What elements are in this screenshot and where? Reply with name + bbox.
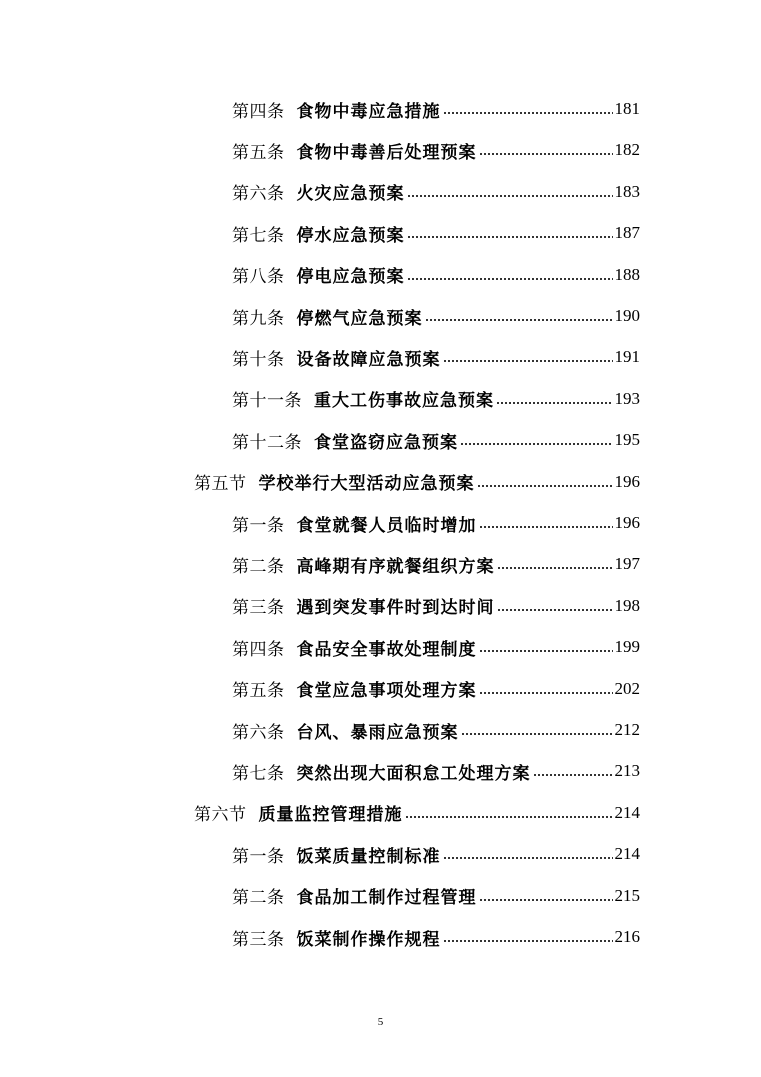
- toc-entry-title: 高峰期有序就餐组织方案: [296, 556, 495, 577]
- toc-entry-number: 第二条: [232, 888, 285, 909]
- toc-entry-page: 216: [614, 927, 640, 946]
- toc-article-entry[interactable]: [232, 544, 640, 584]
- dot-leader: [496, 401, 613, 405]
- toc-entry-number: 第一条: [232, 515, 285, 536]
- toc-entry-title: 重大工伤事故应急预案: [314, 391, 494, 412]
- toc-article-entry[interactable]: [232, 669, 640, 709]
- toc-entry-title: 食物中毒应急措施: [296, 101, 441, 122]
- dot-leader: [443, 111, 613, 115]
- toc-entry-number: 第八条: [232, 267, 285, 288]
- toc-entry-number: 第四条: [232, 101, 285, 122]
- dot-leader: [443, 359, 613, 363]
- toc-entry-page: 182: [614, 140, 640, 160]
- dot-leader: [479, 525, 613, 529]
- dot-leader: [425, 318, 613, 322]
- dot-leader: [461, 732, 613, 736]
- toc-entry-title: 学校举行大型活动应急预案: [258, 474, 475, 495]
- toc-entry-page: 188: [614, 264, 640, 284]
- toc-entry-title: 设备故障应急预案: [296, 349, 441, 370]
- dot-leader: [479, 152, 613, 156]
- toc-entry-page: 213: [614, 761, 640, 781]
- toc-article-entry[interactable]: [232, 751, 640, 791]
- toc-entry-page: 199: [614, 637, 640, 657]
- toc-entry-title: 饭菜制作操作规程: [296, 929, 441, 950]
- toc-entry-title: 食物中毒善后处理预案: [296, 142, 477, 163]
- toc-entry-number: 第五节: [194, 474, 247, 495]
- toc-entry-number: 第三条: [232, 929, 285, 950]
- dot-leader: [479, 898, 613, 902]
- dot-leader: [443, 939, 613, 943]
- toc-entry-page: 197: [614, 554, 640, 574]
- dot-leader: [405, 815, 613, 819]
- dot-leader: [443, 856, 613, 860]
- page-number: 5: [377, 1016, 384, 1028]
- toc-entry-page: 187: [614, 223, 640, 243]
- toc-article-entry[interactable]: [232, 296, 640, 336]
- dot-leader: [479, 691, 613, 695]
- toc-entry-number: 第七条: [232, 763, 285, 784]
- dot-leader: [479, 649, 613, 653]
- toc-section-entry[interactable]: [194, 462, 640, 502]
- toc-article-entry[interactable]: [232, 503, 640, 543]
- toc-entry-number: 第六条: [232, 184, 285, 205]
- toc-article-entry[interactable]: [232, 710, 640, 750]
- toc-entry-title: 食堂应急事项处理方案: [296, 681, 477, 702]
- toc-entry-page: 191: [614, 347, 640, 367]
- toc-entry-page: 193: [614, 388, 640, 408]
- toc-entry-number: 第五条: [232, 142, 285, 163]
- toc-entry-title: 停水应急预案: [296, 225, 405, 246]
- toc-entry-page: 196: [614, 513, 640, 532]
- toc-entry-page: 202: [614, 678, 640, 698]
- toc-entry-page: 181: [614, 99, 640, 118]
- toc-article-entry[interactable]: [232, 213, 640, 253]
- toc-article-entry[interactable]: [232, 255, 640, 295]
- toc-entry-number: 第九条: [232, 308, 285, 329]
- toc-article-entry[interactable]: [232, 337, 640, 377]
- toc-article-entry[interactable]: [232, 586, 640, 626]
- toc-article-entry[interactable]: [232, 379, 640, 419]
- toc-entry-number: 第六节: [194, 805, 247, 826]
- dot-leader: [497, 608, 613, 612]
- toc-entry-page: 190: [614, 306, 640, 325]
- toc-article-entry[interactable]: [232, 627, 640, 667]
- toc-entry-number: 第二条: [232, 556, 285, 577]
- toc-entry-title: 饭菜质量控制标准: [296, 846, 441, 867]
- toc-section-entry[interactable]: [194, 793, 640, 833]
- toc-entry-title: 遇到突发事件时到达时间: [296, 598, 495, 619]
- toc-entry-page: 196: [614, 471, 640, 491]
- dot-leader: [533, 773, 613, 777]
- toc-entry-title: 食品加工制作过程管理: [296, 888, 477, 909]
- toc-entry-number: 第五条: [232, 681, 285, 702]
- dot-leader: [460, 442, 613, 446]
- toc-entry-page: 183: [614, 181, 640, 201]
- toc-entry-title: 突然出现大面积怠工处理方案: [296, 763, 531, 784]
- toc-entry-page: 198: [614, 595, 640, 615]
- toc-entry-title: 质量监控管理措施: [258, 805, 403, 826]
- toc-article-entry[interactable]: [232, 420, 640, 460]
- toc-entry-title: 食堂就餐人员临时增加: [296, 515, 477, 536]
- toc-article-entry[interactable]: [232, 834, 640, 874]
- toc-entry-page: 195: [614, 430, 640, 450]
- toc-entry-title: 食品安全事故处理制度: [296, 639, 477, 660]
- dot-leader: [477, 484, 613, 488]
- toc-entry-number: 第十二条: [232, 432, 302, 453]
- dot-leader: [407, 194, 613, 198]
- dot-leader: [407, 277, 613, 281]
- toc-entry-title: 停燃气应急预案: [296, 308, 423, 329]
- toc-entry-title: 食堂盗窃应急预案: [314, 432, 458, 453]
- toc-entry-title: 停电应急预案: [296, 267, 405, 288]
- toc-article-entry[interactable]: [232, 876, 640, 916]
- toc-entry-page: 212: [614, 720, 640, 739]
- toc-entry-title: 火灾应急预案: [296, 184, 405, 205]
- toc-article-entry[interactable]: [232, 172, 640, 212]
- toc-entry-number: 第七条: [232, 225, 285, 246]
- toc-entry-page: 214: [614, 802, 640, 822]
- dot-leader: [407, 235, 613, 239]
- toc-article-entry[interactable]: [232, 130, 640, 170]
- toc-entry-number: 第十条: [232, 349, 285, 370]
- toc-entry-number: 第六条: [232, 722, 285, 743]
- toc-entry-title: 台风、暴雨应急预案: [296, 722, 459, 743]
- toc-article-entry[interactable]: [232, 89, 640, 129]
- toc-entry-page: 215: [614, 885, 640, 905]
- toc-entry-number: 第四条: [232, 639, 285, 660]
- toc-entry-number: 第十一条: [232, 391, 302, 412]
- toc-entry-number: 第三条: [232, 598, 285, 619]
- toc-entry-page: 214: [614, 844, 640, 864]
- toc-article-entry[interactable]: [232, 917, 640, 957]
- dot-leader: [497, 566, 613, 570]
- toc-entry-number: 第一条: [232, 846, 285, 867]
